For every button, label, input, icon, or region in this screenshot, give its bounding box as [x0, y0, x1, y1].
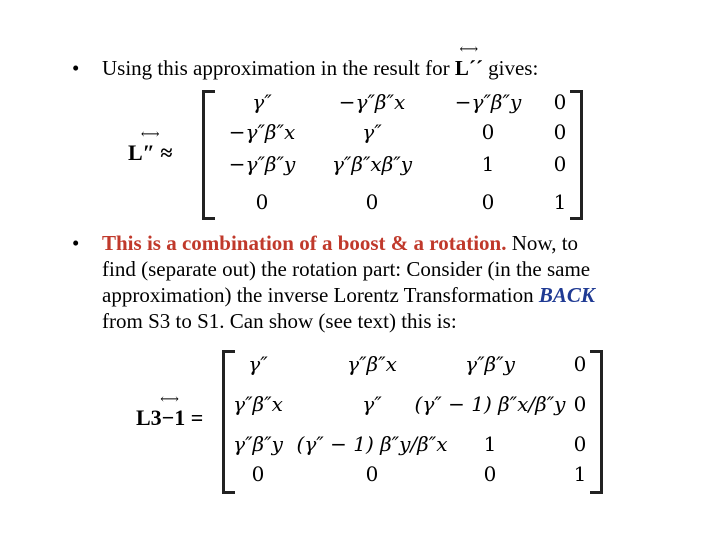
matrix-cell: 1: [553, 190, 567, 214]
matrix-cell: 0: [481, 190, 495, 214]
matrix-cell: γ″: [248, 352, 268, 376]
matrix-cell: 0: [481, 120, 495, 144]
matrix-cell: 0: [553, 90, 567, 114]
matrix-cell: 1: [573, 462, 587, 486]
bullet-dot: •: [72, 231, 80, 255]
vector-arrow-icon: ⟷: [459, 41, 479, 56]
bullet1-text-before: Using this approximation in the result for: [102, 56, 450, 80]
matrix-cell: 0: [553, 120, 567, 144]
bullet1-text-after: gives:: [488, 56, 539, 80]
matrix-cell: γ″: [362, 392, 382, 416]
emphasis-back: BACK: [538, 283, 595, 307]
matrix-cell: γ″: [252, 90, 272, 114]
matrix-cell: 0: [553, 152, 567, 176]
vector-arrow-icon: ⟷: [160, 391, 179, 406]
bullet2-line3: approximation) the inverse Lorentz Transformation BACK: [102, 283, 595, 307]
matrix-cell: 0: [365, 190, 379, 214]
matrix-cell: γ″β″y: [465, 352, 515, 376]
highlight-text: This is a combination of a boost & a rotation.: [102, 231, 507, 255]
matrix-cell: 1: [483, 432, 497, 456]
left-bracket: [222, 350, 235, 494]
line1-rest: Now, to: [506, 231, 579, 255]
right-bracket: [590, 350, 603, 494]
matrix-cell: γ″: [362, 120, 382, 144]
matrix-cell: 0: [483, 462, 497, 486]
matrix-cell: γ″β″xβ″y: [331, 152, 413, 176]
matrix-cell: γ″β″y: [233, 432, 283, 456]
matrix-cell: 1: [481, 152, 495, 176]
matrix-cell: (γ″ − 1) β″x/β″y: [414, 392, 566, 416]
matrix-cell: −γ″β″x: [338, 90, 406, 114]
matrix-cell: 0: [573, 432, 587, 456]
bullet2-line4: from S3 to S1. Can show (see text) this is:: [102, 309, 457, 333]
matrix2-label: ⟷ L3−1 =: [136, 391, 204, 430]
matrix-cell: 0: [573, 392, 587, 416]
matrix-cell: (γ″ − 1) β″y/β″x: [296, 432, 448, 456]
vector-arrow-icon: ⟷: [140, 126, 160, 141]
matrix-cell: 0: [251, 462, 265, 486]
matrix-cell: γ″β″x: [347, 352, 397, 376]
matrix-cell: −γ″β″x: [228, 120, 296, 144]
matrix-cell: 0: [255, 190, 269, 214]
matrix1-label: ⟷ L″ ≈: [128, 126, 173, 165]
matrix-cell: 0: [365, 462, 379, 486]
matrix-cell: −γ″β″y: [454, 90, 522, 114]
vector-L-symbol: ⟷ L´´: [454, 41, 483, 80]
matrix-cell: −γ″β″y: [228, 152, 296, 176]
bullet2-line2: find (separate out) the rotation part: Consider (in the same: [102, 257, 591, 281]
bullet-dot: •: [72, 56, 80, 80]
matrix-cell: 0: [573, 352, 587, 376]
matrix-cell: γ″β″x: [233, 392, 283, 416]
